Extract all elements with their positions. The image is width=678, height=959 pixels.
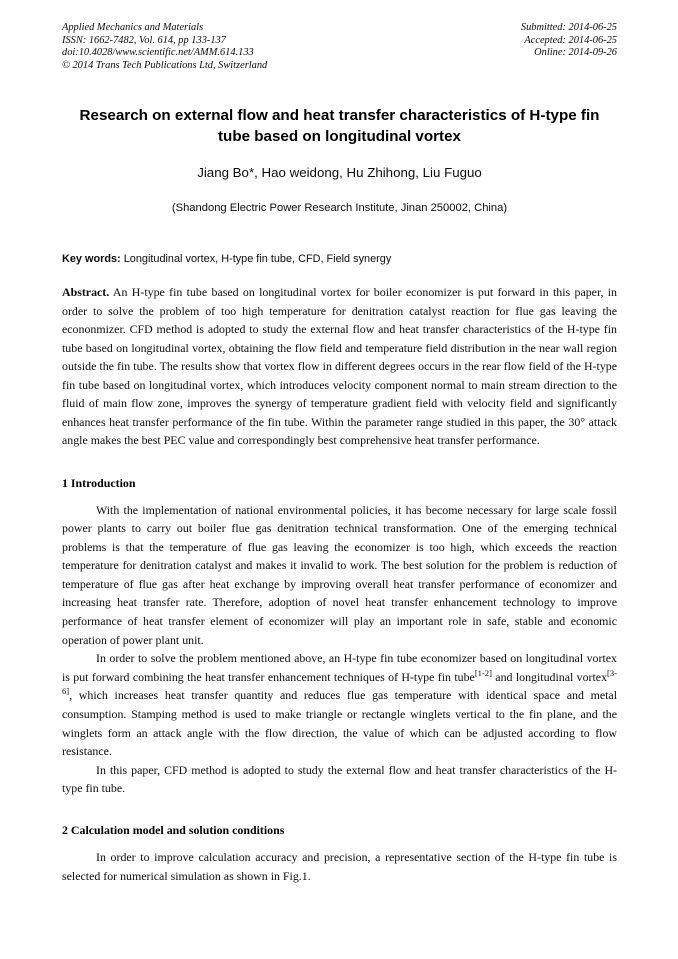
journal-doi: doi:10.4028/www.scientific.net/AMM.614.133 — [62, 47, 254, 59]
journal-header — [62, 22, 617, 76]
abstract-label: Abstract. — [62, 285, 110, 299]
keywords-value: Longitudinal vortex, H-type fin tube, CFD, Field synergy — [120, 253, 392, 265]
journal-issn-volume: ISSN: 1662-7482, Vol. 614, pp 133-137 — [62, 34, 226, 46]
abstract-text: An H-type fin tube based on longitudinal vortex for boiler economizer is put forward in this paper, in order to solve the problem of too high temperature for denitration catalyst reaction for flue gas leaving the econonmizer. CFD method is adopted to study the external flow and heat transfer characteristics of the H-type fin tube based on longitudinal vortex, obtaining the flow field and temperature field distribution in the near wall region outside the fin tube. The results show that vortex flow in different degrees occurs in the rear flow field of the H-type fin tube based on longitudinal vortex, which introduces velocity component normal to main stream direction to the fluid of main flow zone, improves the synergy of temperature gradient field with velocity field and significantly enhances heat transfer performance of the fin tube. Within the parameter range studied in this paper, the 30° attack angle makes the best PEC value and correspondingly best comprehensive heat transfer performance. — [62, 285, 617, 447]
page-title: Research on external flow and heat transfer characteristics of H-type fin tube based on longitudinal vortex — [79, 107, 600, 145]
submitted-date: Submitted: 2014-06-25 — [520, 22, 617, 33]
author-list: Jiang Bo*, Hao weidong, Hu Zhihong, Liu Fuguo — [197, 165, 482, 180]
accepted-date: Accepted: 2014-06-25 — [524, 34, 617, 46]
section-heading-introduction: 1 Introduction — [62, 475, 136, 490]
citation-reference-3-6: [3-6] — [62, 667, 617, 697]
journal-header-left — [62, 22, 267, 72]
introduction-paragraph-2-part-1: In order to solve the problem mentioned above, an H-type fin tube economizer based on longitudinal vortex is put forward combining the heat transfer enhancement techniques of H-type fin tube — [62, 651, 617, 684]
affiliation: (Shandong Electric Power Research Institute, Jinan 250002, China) — [171, 202, 508, 214]
page-content — [62, 22, 617, 885]
introduction-paragraph-2-part-3: , which increases heat transfer quantity and reduces flue gas temperature with identical space and metal consumption. Stamping method is used to make triangle or rectangle winglets vertical to the fin plane, and the winglets form an attack angle with the flow direction, the value of which can be adjusted according to flow resistance. — [62, 688, 617, 759]
abstract-paragraph — [62, 283, 617, 450]
citation-reference-1-2: [1-2] — [474, 667, 492, 678]
calculation-model-paragraph-1: In order to improve calculation accuracy and precision, a representative section of the H-type fin tube is selected for numerical simulation as shown in Fig.1. — [62, 850, 617, 883]
journal-copyright: © 2014 Trans Tech Publications Ltd, Switzerland — [62, 59, 268, 71]
keywords-label: Key words: — [62, 253, 121, 265]
section-heading-calculation-model: 2 Calculation model and solution conditions — [62, 823, 285, 837]
introduction-paragraph-2-part-2: and longitudinal vortex — [491, 669, 608, 684]
online-date: Online: 2014-09-26 — [534, 47, 617, 59]
introduction-paragraph-1: With the implementation of national environmental policies, it has become necessary for large scale fossil power plants to carry out boiler flue gas denitration technical transformation. One of the emerging technical problems is that the temperature of flue gas leaving the economizer is too high, which exceeds the reaction temperature for denitration catalyst and makes it invalid to work. The best solution for the problem is reduction of temperature of flue gas after heat exchange by improving overall heat transfer performance of economizer and increasing heat transfer rate. Therefore, adoption of novel heat transfer enhancement technology to improve performance of heat transfer element of economizer will play an important role in safe, stable and economic operation of power plant unit. — [62, 502, 617, 647]
keywords-line — [62, 252, 617, 267]
introduction-paragraph-3: In this paper, CFD method is adopted to study the external flow and heat transfer characteristics of the H-type fin tube. — [62, 762, 617, 796]
journal-header-right — [521, 22, 617, 60]
journal-name: Applied Mechanics and Materials — [62, 22, 204, 33]
introduction-paragraph-2 — [62, 649, 617, 761]
